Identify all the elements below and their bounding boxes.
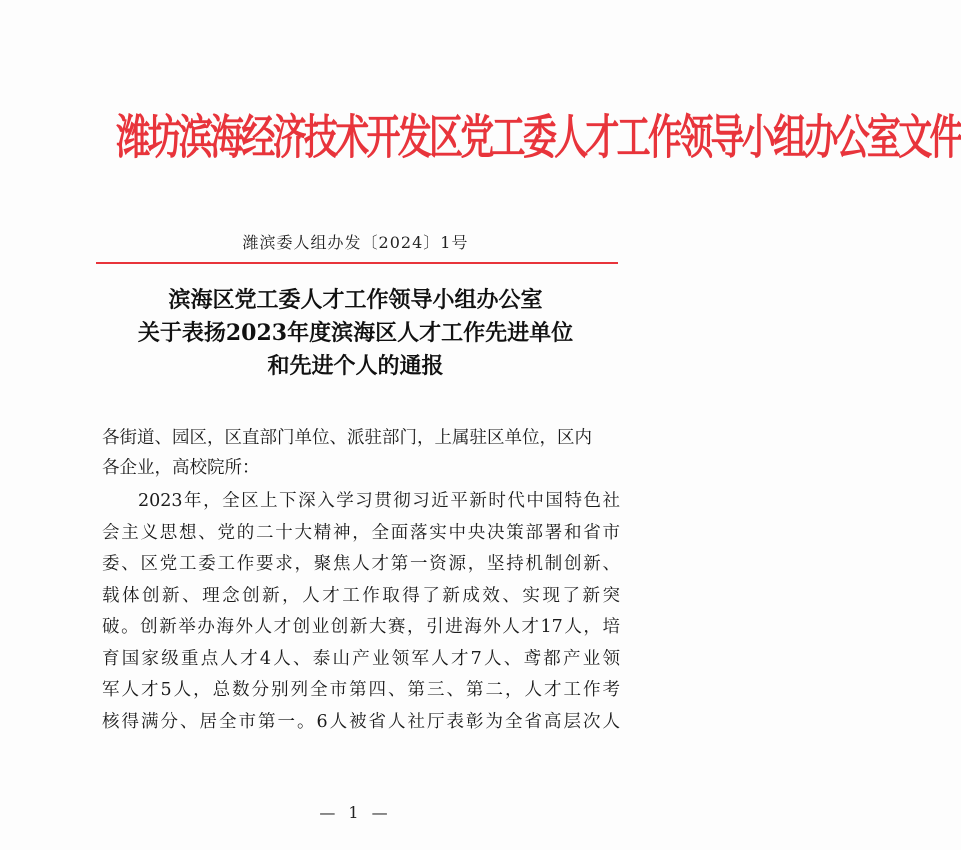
notice-title bbox=[0, 284, 711, 383]
body-line: 破。创新举办海外人才创业创新大赛，引进海外人才17人，培 bbox=[102, 617, 620, 637]
body-line: 核得满分、居全市第一。6人被省人社厅表彰为全省高层次人 bbox=[102, 711, 620, 732]
red-separator-line bbox=[96, 262, 618, 264]
body-line: 委、区党工委工作要求，聚焦人才第一资源，坚持机制创新、 bbox=[102, 554, 620, 574]
body-line: 会主义思想、党的二十大精神，全面落实中央决策部署和省市 bbox=[102, 522, 620, 543]
body-paragraph bbox=[102, 486, 620, 738]
issuer-header-title: 潍坊滨海经济技术开发区党工委人才工作领导小组办公室文件 bbox=[116, 109, 961, 165]
notice-title-line: 关于表扬2023年度滨海区人才工作先进单位 bbox=[137, 320, 574, 346]
body-line: 2023年，全区上下深入学习贯彻习近平新时代中国特色社 bbox=[138, 491, 620, 511]
page-number: — 1 — bbox=[319, 803, 392, 822]
body-line: 军人才5人，总数分别列全市第四、第三、第二，人才工作考 bbox=[102, 680, 620, 700]
salutation-line: 各企业，高校院所： bbox=[102, 458, 260, 478]
notice-title-line: 滨海区党工委人才工作领导小组办公室 bbox=[168, 287, 543, 313]
document-number: 潍滨委人组办发〔2024〕1号 bbox=[242, 233, 469, 252]
body-line: 载体创新、理念创新，人才工作取得了新成效、实现了新突 bbox=[102, 585, 620, 606]
body-line: 育国家级重点人才4人、泰山产业领军人才7人、鸢都产业领 bbox=[102, 648, 620, 669]
notice-title-line: 和先进个人的通报 bbox=[267, 353, 444, 379]
salutation bbox=[102, 423, 622, 483]
salutation-line: 各街道、园区，区直部门单位、派驻部门，上属驻区单位，区内 bbox=[102, 428, 592, 448]
